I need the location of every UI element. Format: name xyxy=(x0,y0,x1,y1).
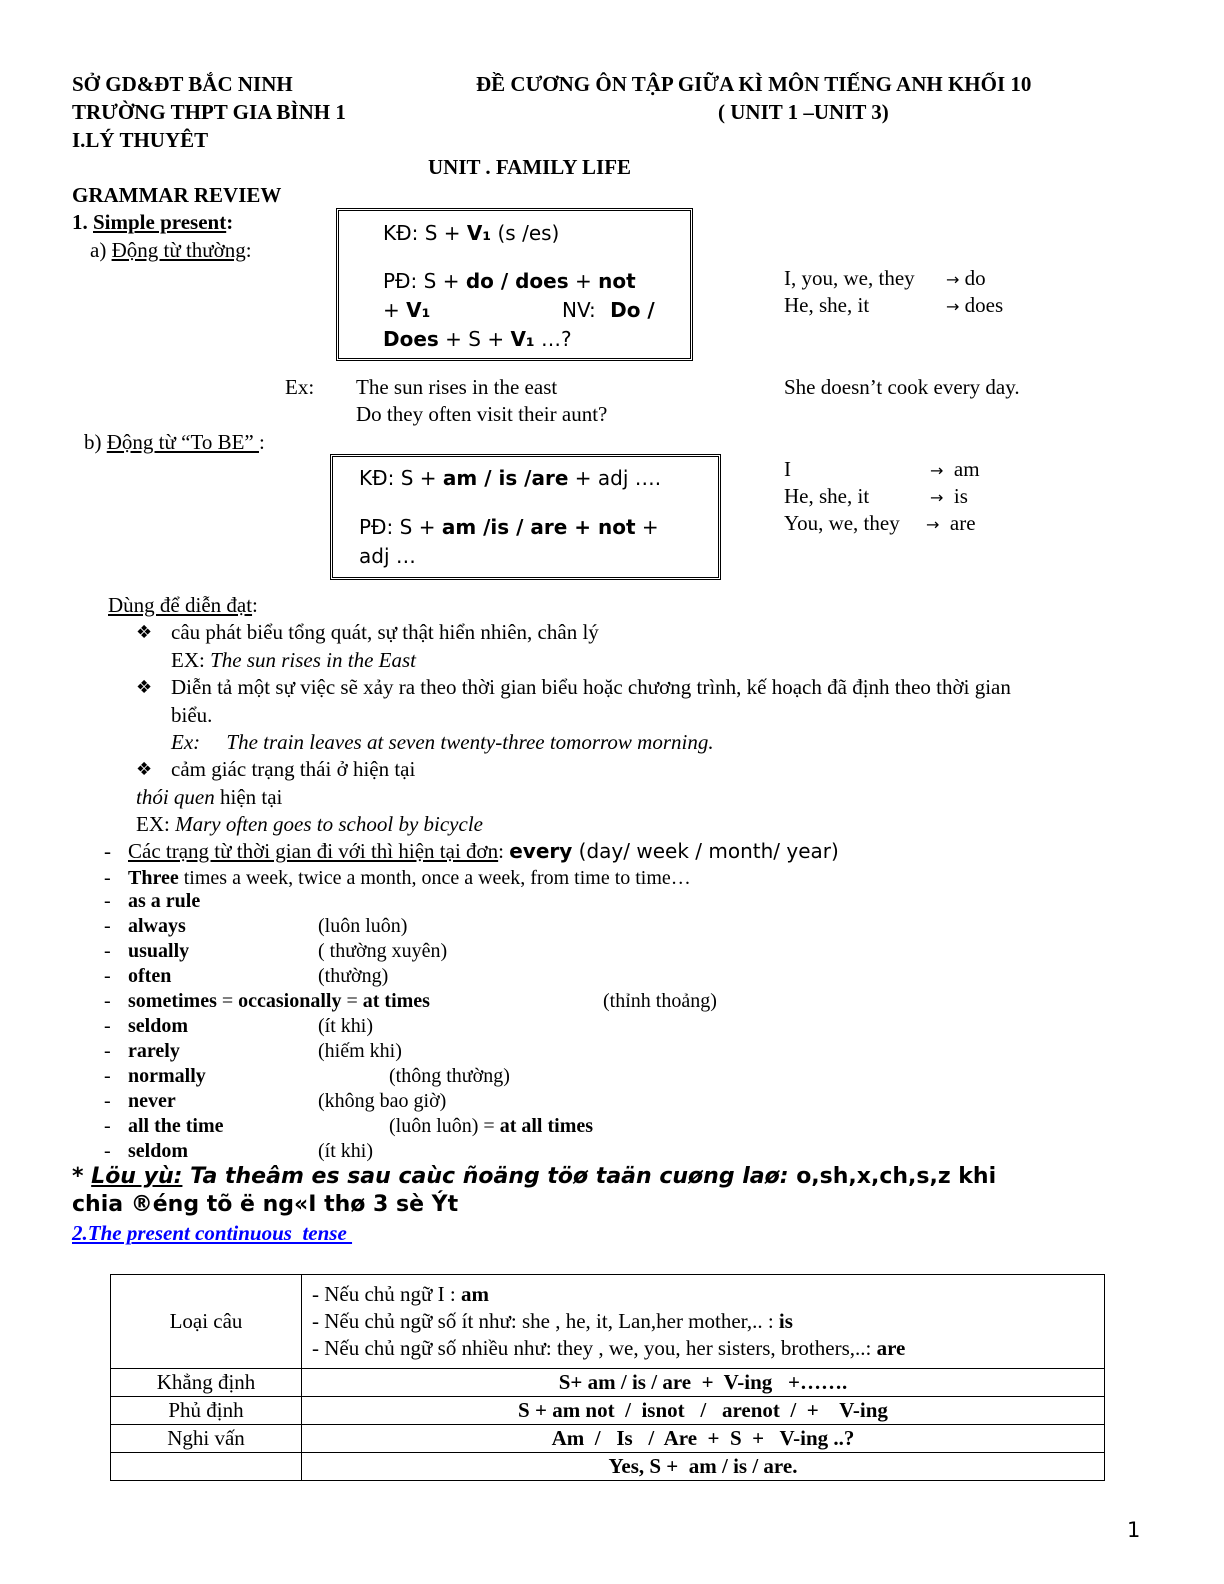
subject-rules: - Nếu chủ ngữ I : am - Nếu chủ ngữ số ít như: she , he, it, Lan,her mother,.. : is - Nếu chủ ngữ số nhiều như: they , we, you, her sisters, brothers,..: are xyxy=(302,1275,1105,1369)
dash: - xyxy=(104,867,111,889)
row-label: Nghi vấn xyxy=(111,1425,302,1453)
simple-present-heading: 1. Simple present: xyxy=(72,210,234,234)
header-doc-title: ĐỀ CƯƠNG ÔN TẬP GIỮA KÌ MÔN TIẾNG ANH KHỐI 10 xyxy=(476,72,1032,96)
table-row xyxy=(111,1369,1105,1397)
spelling-note: * Löu yù: Ta theâm es sau caùc ñoäng töø taän cuøng laø: o,sh,x,ch,s,z khi xyxy=(72,1164,997,1189)
be-affirmative: KĐ: S + am / is /are + adj …. xyxy=(359,466,662,490)
formula-cell: S + am not / isnot / arenot / + V-ing xyxy=(302,1397,1105,1425)
usage-example: EX: Mary often goes to school by bicycle xyxy=(136,812,483,836)
to-be-heading: b) Động từ “To BE” : xyxy=(84,430,265,454)
example-label: Ex: xyxy=(285,375,315,399)
diamond-bullet-icon: ❖ xyxy=(136,622,153,643)
be-negative-adj: adj … xyxy=(359,544,416,568)
dash: - xyxy=(104,839,111,863)
usage-heading: Dùng để diễn đạt: xyxy=(108,593,258,617)
example-sentence: She doesn’t cook every day. xyxy=(784,375,1020,399)
spelling-note-cont: chia ®éng tõ ë ng«I thø 3 sè Ýt xyxy=(72,1192,459,1217)
row-label: Phủ định xyxy=(111,1397,302,1425)
example-sentence: The sun rises in the east xyxy=(356,375,558,399)
page-number: 1 xyxy=(1127,1518,1141,1542)
continuous-tense-heading: 2.The present continuous tense xyxy=(72,1221,353,1245)
usage-example: EX: The sun rises in the East xyxy=(171,648,416,672)
be-subject-singular: He, she, it xyxy=(784,484,870,508)
table-row xyxy=(111,1397,1105,1425)
be-are: → are xyxy=(926,511,976,535)
usage-example: Ex: The train leaves at seven twenty-three tomorrow morning. xyxy=(171,730,714,754)
formula-affirmative: KĐ: S + V₁ (s /es) xyxy=(383,221,560,245)
be-is: → is xyxy=(930,484,968,508)
header-school-dept: SỞ GD&ĐT BẮC NINH xyxy=(72,72,293,96)
be-subject-plural: You, we, they xyxy=(784,511,900,535)
formula-negative: PĐ: S + do / does + not xyxy=(383,269,636,293)
adverbs-frequency-phrases: Three times a week, twice a month, once a week, from time to time… xyxy=(128,867,691,889)
usage-habit: thói quen hiện tại xyxy=(136,785,283,809)
example-sentence: Do they often visit their aunt? xyxy=(356,402,608,426)
aux-do: → do xyxy=(946,266,986,290)
header-school-name: TRƯỜNG THPT GIA BÌNH 1 xyxy=(72,100,346,124)
formula-negative-verb: + V₁ xyxy=(383,298,431,322)
aux-does: → does xyxy=(946,293,1004,317)
unit-title: UNIT . FAMILY LIFE xyxy=(428,155,632,179)
table-row xyxy=(111,1275,1105,1369)
header-unit-range: ( UNIT 1 –UNIT 3) xyxy=(718,100,889,124)
continuous-tense-table xyxy=(110,1274,1105,1481)
usage-general-truth: câu phát biểu tổng quát, sự thật hiển nhiên, chân lý xyxy=(171,620,599,644)
formula-cell: S+ am / is / are + V-ing +……. xyxy=(302,1369,1105,1397)
adverbs-intro: Các trạng từ thời gian đi với thì hiện tại đơn: every (day/ week / month/ year) xyxy=(128,839,839,863)
table-row xyxy=(111,1453,1105,1481)
aux-subject-plural: I, you, we, they xyxy=(784,266,915,290)
formula-cell: Am / Is / Are + S + V-ing ..? xyxy=(302,1425,1105,1453)
usage-schedule: Diễn tả một sự việc sẽ xảy ra theo thời gian biểu hoặc chương trình, kế hoạch đã định theo thời gian xyxy=(171,675,1011,699)
formula-interrogative: NV: Do / xyxy=(562,298,655,322)
be-am: → am xyxy=(930,457,980,481)
be-negative: PĐ: S + am /is / are + not + xyxy=(359,515,659,539)
usage-schedule-cont: biểu. xyxy=(171,703,213,727)
formula-cell: Yes, S + am / is / are. xyxy=(302,1453,1105,1481)
diamond-bullet-icon: ❖ xyxy=(136,677,153,698)
aux-subject-singular: He, she, it xyxy=(784,293,870,317)
formula-interrogative-tail: Does + S + V₁ …? xyxy=(383,327,572,351)
row-label xyxy=(111,1453,302,1481)
section-title: I.LÝ THUYÊT xyxy=(72,128,209,152)
be-subject-i: I xyxy=(784,457,791,481)
diamond-bullet-icon: ❖ xyxy=(136,759,153,780)
usage-state: cảm giác trạng thái ở hiện tại xyxy=(171,757,416,781)
grammar-review-heading: GRAMMAR REVIEW xyxy=(72,183,282,207)
table-row xyxy=(111,1425,1105,1453)
row-label: Khẳng định xyxy=(111,1369,302,1397)
sentence-type-label: Loại câu xyxy=(111,1275,302,1369)
ordinary-verb-heading: a) Động từ thường: xyxy=(90,238,252,262)
